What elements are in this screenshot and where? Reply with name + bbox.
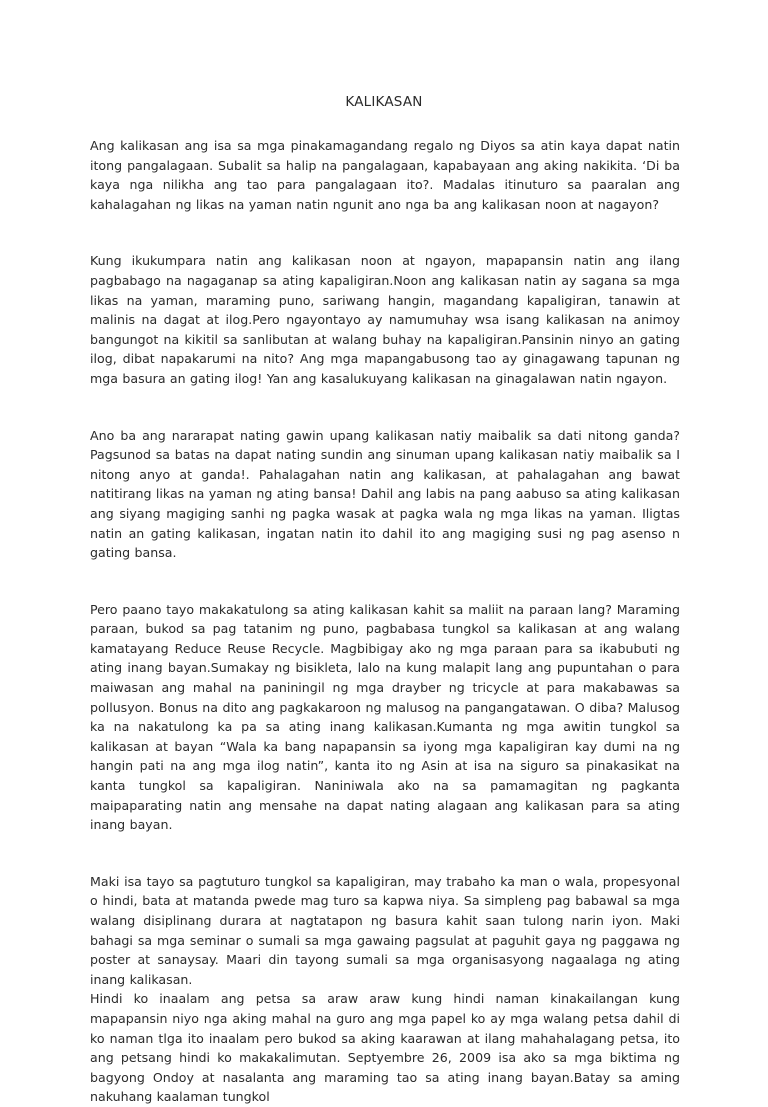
paragraph-comparison: Kung ikukumpara natin ang kalikasan noon at ngayon, mapapansin natin ang ilang pagbabago na nagaganap sa ating kapaligiran.Noon ang kalikasan natin ay sagana sa mga likas na yaman, maraming puno, sariwang hangin, magandang kapaligiran, tanawin at malinis na dagat at ilog.Pero ngayontayo ay namumuhay wsa isang kalikasan na animoy bangungot na kikitil sa sanlibutan at walang buhay na kapaligiran.Pansinin ninyo an gating ilog, dibat napakarumi na nito? Ang mga mapangabusong tao ay ginagawang tapunan ng mga basura an gating ilog! Yan ang kasalukuyang kalikasan na ginagalawan natin ngayon. xyxy=(90,253,680,386)
paragraph-teaching: Maki isa tayo sa pagtuturo tungkol sa kapaligiran, may trabaho ka man o wala, propesyonal o hindi, bata at matanda pwede mag turo sa kapwa niya. Sa simpleng pag babawal sa mga walang disiplinang durara at nagtatapon ng basura kahit saan tulong narin iyon. Maki bahagi sa mga seminar o sumali sa mga gawaing pagsulat at paguhit gaya ng paggawa ng poster at sanaysay. Maari din tayong sumali sa mga organisasyong nagaalaga ng ating inang kalikasan. xyxy=(90,873,680,987)
document-body xyxy=(90,136,680,1107)
paragraph-ways-to-help: Pero paano tayo makakatulong sa ating kalikasan kahit sa maliit na paraan lang? Maraming paraan, bukod sa pag tatanim ng puno, pagbabasa tungkol sa kalikasan at ang walang kamatayang Reduce Reuse Recycle. Magbibigay ako ng mga paraan para sa ikabubuti ng ating inang bayan.Sumakay ng bisikleta, lalo na kung malapit lang ang pupuntahan o para maiwasan ang mahal na paniningil ng mga drayber ng tricycle at para makabawas sa pollusyon. Bonus na dito ang pagkakaroon ng malusog na pangangatawan. O diba? Malusog ka na nakatulong ka pa sa ating inang kalikasan.Kumanta ng mga awitin tungkol sa kalikasan at bayan “Wala ka bang napapansin sa iyong mga kapaligiran kay dumi na ng hangin pati na ang mga ilog natin”, kanta ito ng Asin at isa na siguro sa pinakasikat na kanta tungkol sa kapaligiran. Naniniwala ako na sa pamamagitan ng pagkanta maipaparating natin ang mensahe na dapat nating alagaan ang kalikasan para sa ating inang bayan. xyxy=(90,601,680,833)
paragraph-solution: Ano ba ang nararapat nating gawin upang kalikasan natiy maibalik sa dati nitong ganda? Pagsunod sa batas na dapat nating sundin ang sinuman upang kalikasan natiy maibalik sa I nitong anyo at ganda!. Pahalagahan natin ang kalikasan, at pahalagahan ang bawat natitirang likas na yaman ng ating bansa! Dahil ang labis na pang aabuso sa ating kalikasan ang siyang magiging sanhi ng pagka wasak at pagka wala ng mga likas na yaman. Iligtas natin an gating kalikasan, ingatan natin ito dahil ito ang magiging susi ng pag asenso n gating bansa. xyxy=(90,427,680,561)
paragraph-intro: Ang kalikasan ang isa sa mga pinakamagandang regalo ng Diyos sa atin kaya dapat natin itong pangalagaan. Subalit sa halip na pangalagaan, kapabayaan ang aking nakikita. ‘Di ba kaya nga nilikha ang tao para pangalagaan ito?. Madalas itinuturo sa paaralan ang kahalagahan ng likas na yaman natin ngunit ano nga ba ang kalikasan noon at nagayon? xyxy=(90,138,680,212)
document-title: KALIKASAN xyxy=(345,94,423,110)
paragraph-ondoy: Hindi ko inaalam ang petsa sa araw araw kung hindi naman kinakailangan kung mapapansin niyo nga aking mahal na guro ang mga papel ko ay mga walang petsa dahil di ko naman tlga ito inaalam pero bukod sa aking kaarawan at ilang mahahalagang petsa, ito ang petsang hindi ko makakalimutan. Septyembre 26, 2009 isa ako sa mga biktima ng bagyong Ondoy at nasalanta ang maraming tao sa ating inang bayan.Batay sa aming nakuhang kaalaman tungkol xyxy=(90,991,680,1105)
